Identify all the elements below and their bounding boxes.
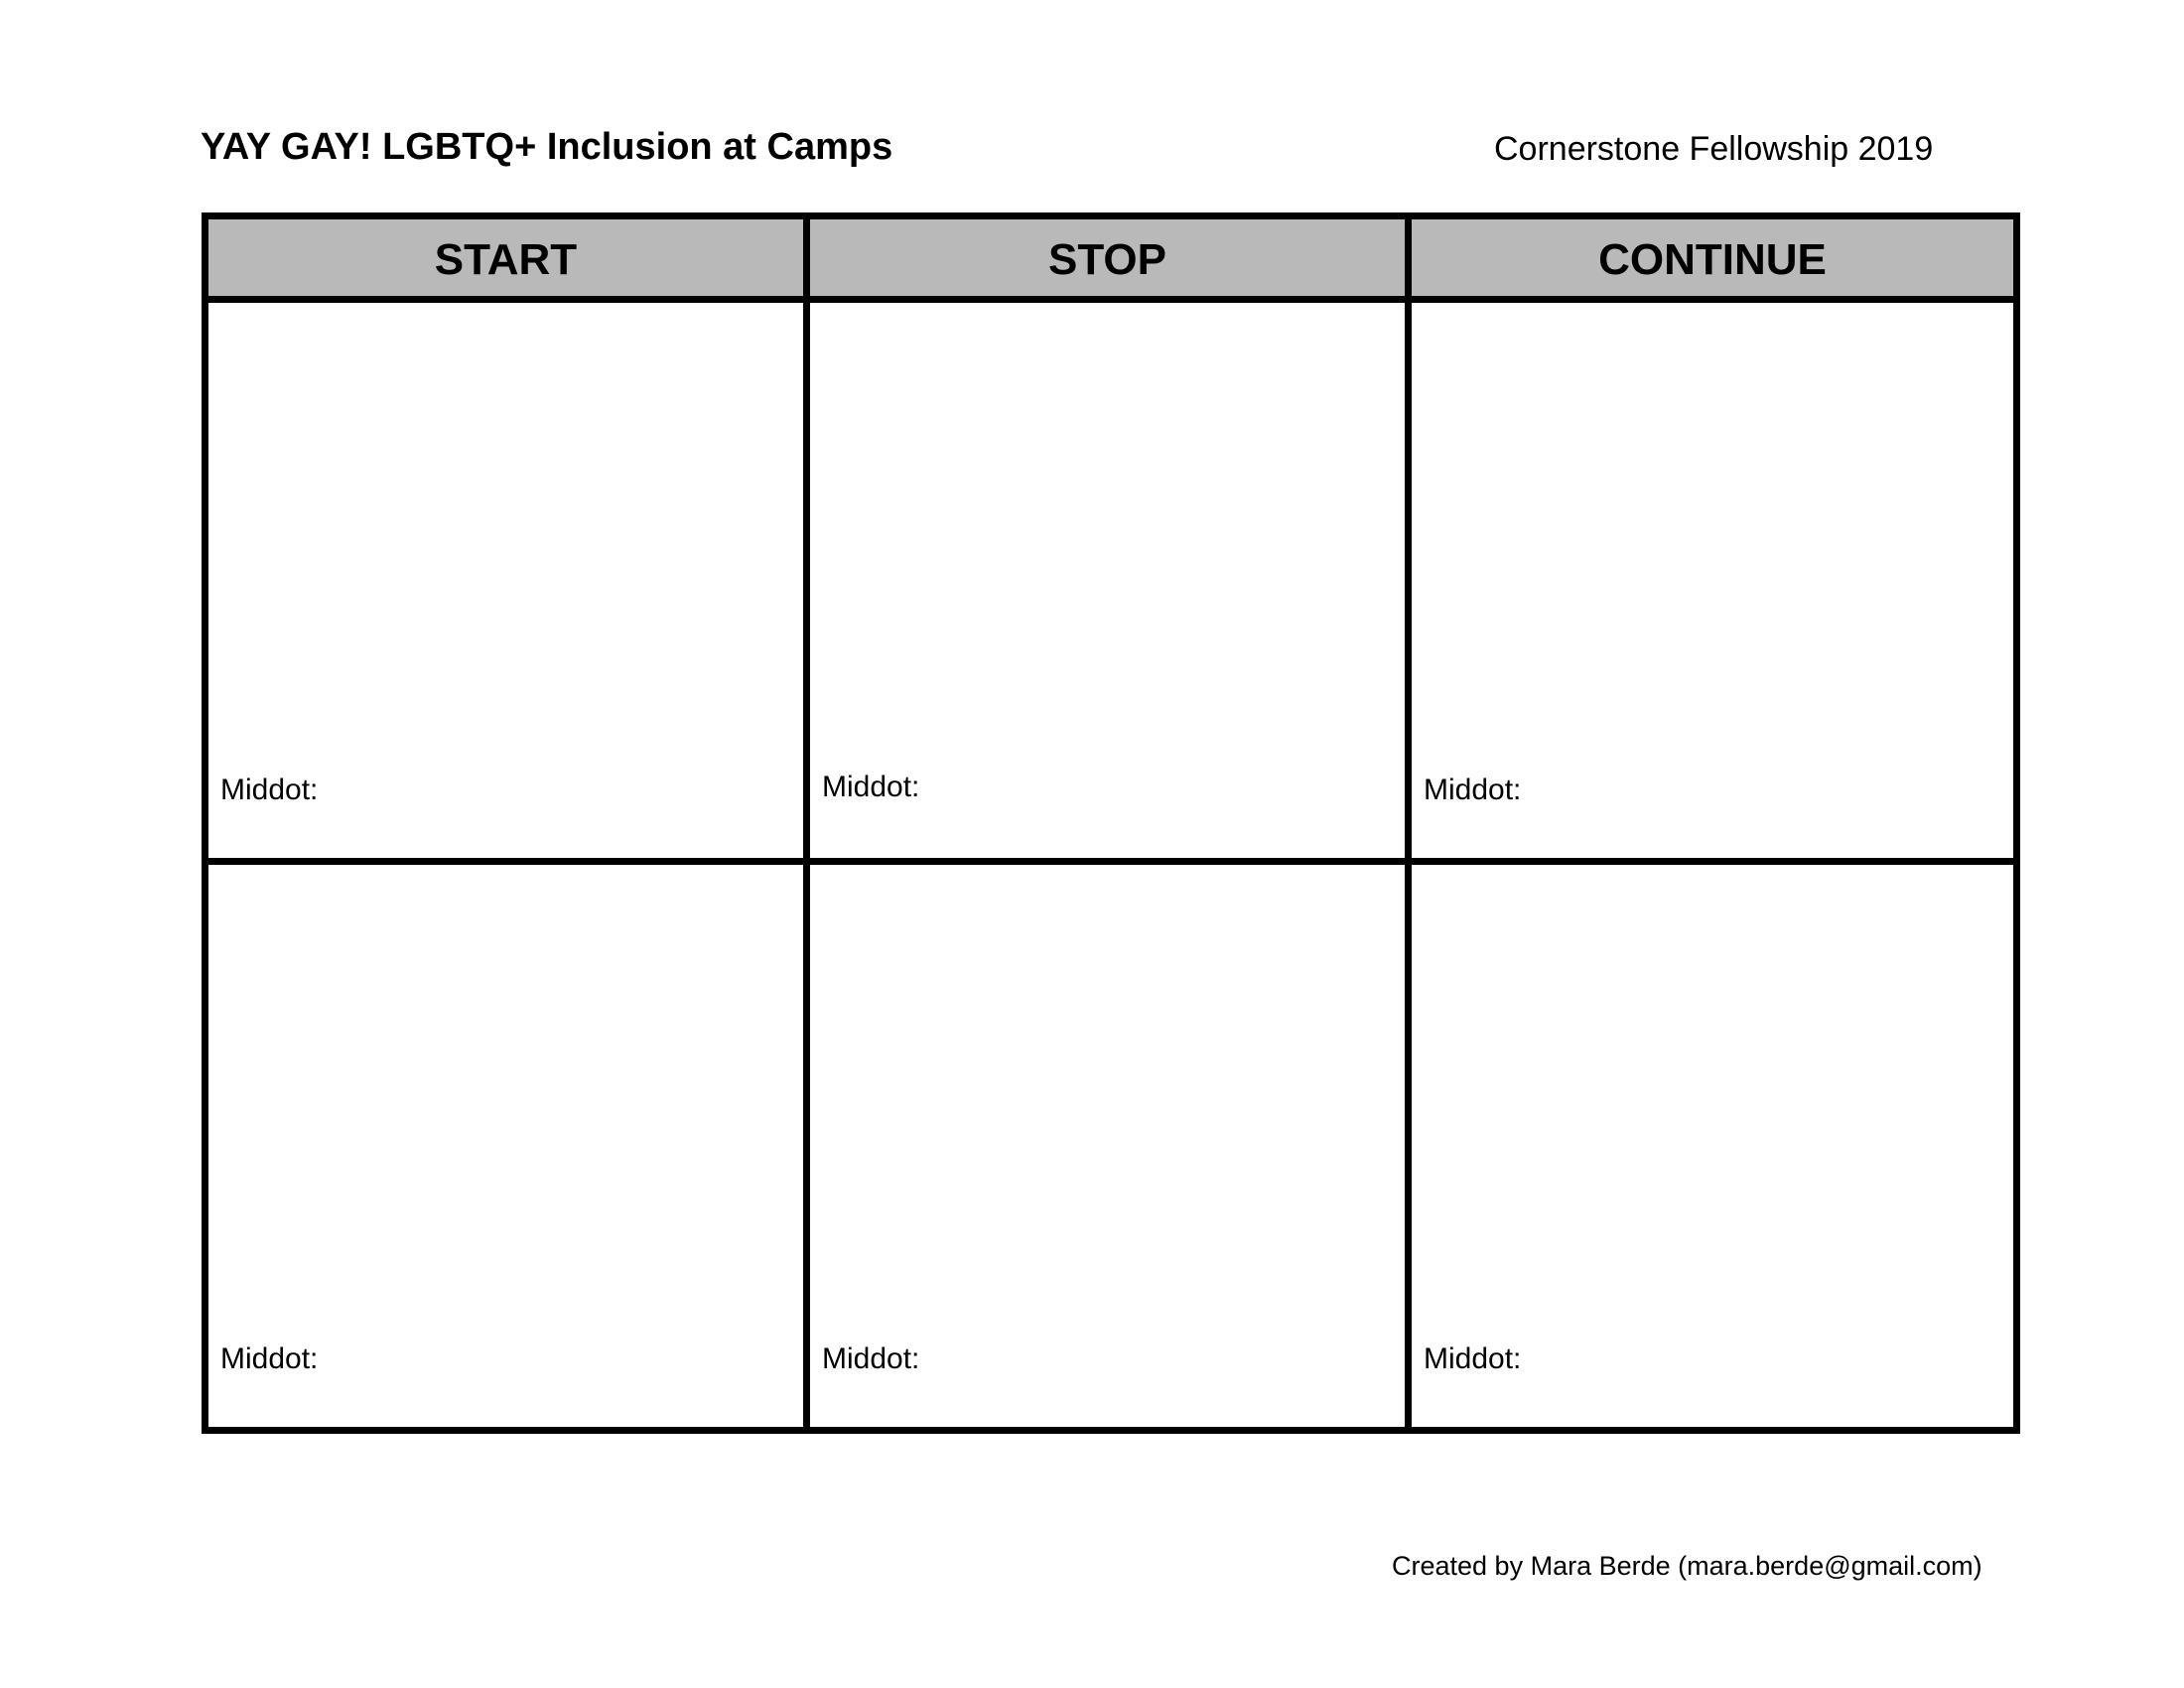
stop-cell-2[interactable] bbox=[810, 865, 1412, 1427]
column-header-stop: STOP bbox=[810, 219, 1412, 303]
page-title: YAY GAY! LGBTQ+ Inclusion at Camps bbox=[201, 126, 893, 168]
continue-cell-2[interactable] bbox=[1412, 865, 2013, 1427]
column-header-continue: CONTINUE bbox=[1412, 219, 2013, 303]
start-cell-1[interactable] bbox=[208, 303, 810, 865]
organization-label: Cornerstone Fellowship 2019 bbox=[1494, 130, 1934, 168]
start-cell-2[interactable] bbox=[208, 865, 810, 1427]
middot-label: Middot: bbox=[1424, 774, 1522, 806]
footer-credit: Created by Mara Berde (mara.berde@gmail.com) bbox=[1392, 1551, 1982, 1581]
middot-label: Middot: bbox=[1424, 1342, 1522, 1375]
middot-label: Middot: bbox=[822, 771, 920, 803]
continue-cell-1[interactable] bbox=[1412, 303, 2013, 865]
start-stop-continue-table bbox=[202, 212, 2020, 1434]
stop-cell-1[interactable] bbox=[810, 303, 1412, 865]
middot-label: Middot: bbox=[822, 1342, 920, 1375]
middot-label: Middot: bbox=[220, 774, 319, 806]
middot-label: Middot: bbox=[220, 1342, 319, 1375]
column-header-start: START bbox=[208, 219, 810, 303]
